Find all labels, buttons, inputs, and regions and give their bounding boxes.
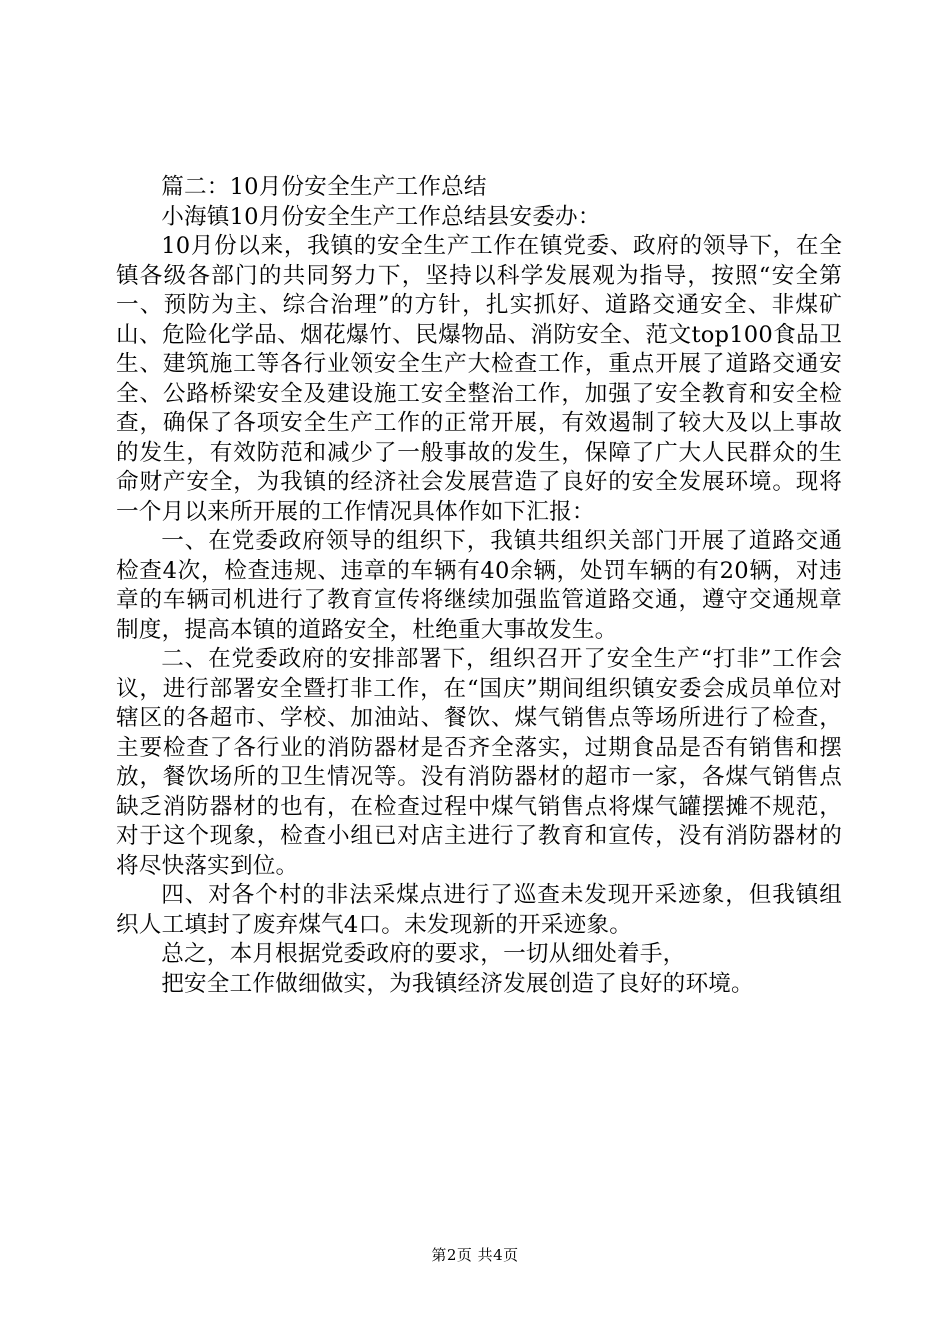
closing-paragraph: 把安全工作做细做实，为我镇经济发展创造了良好的环境。 <box>161 970 754 997</box>
intro-paragraph: 10月份以来，我镇的安全生产工作在镇党委、政府的领导下，在全镇各级各部门的共同努力下，坚持以科学发展观为指导，按照“安全第一、预防为主、综合治理”的方针，扎实抓好、道路交通安全、非煤矿山、危险化学品、烟花爆竹、民爆物品、消防安全、范文top100食品卫生、建筑施工等各行业领安全生产大检查工作，重点开展了道路交通安全、公路桥梁安全及建设施工安全整治工作，加强了安全教育和安全检查，确保了各项安全生产工作的正常开展，有效遏制了较大及以上事故的发生，有效防范和减少了一般事故的发生，保障了广大人民群众的生命财产安全，为我镇的经济社会发展营造了良好的安全发展环境。现将一个月以来所开展的工作情况具体作如下汇报： <box>116 233 842 525</box>
item-four-paragraph: 四、对各个村的非法采煤点进行了巡查未发现开采迹象，但我镇组织人工填封了废弃煤气4口。未发现新的开采迹象。 <box>116 882 842 938</box>
report-title-line: 小海镇10月份安全生产工作总结县安委办： <box>161 203 601 230</box>
summary-paragraph: 总之，本月根据党委政府的要求，一切从细处着手， <box>161 941 686 967</box>
page-number-footer: 第2页 共4页 <box>431 1246 519 1264</box>
document-body <box>116 173 842 999</box>
section-heading: 篇二：10月份安全生产工作总结 <box>161 174 487 200</box>
item-two-paragraph: 二、在党委政府的安排部署下，组织召开了安全生产“打非”工作会议，进行部署安全暨打非工作，在“国庆”期间组织镇安委会成员单位对辖区的各超市、学校、加油站、餐饮、煤气销售点等场所进行了检查，主要检查了各行业的消防器材是否齐全落实，过期食品是否有销售和摆放，餐饮场所的卫生情况等。没有消防器材的超市一家，各煤气销售点缺乏消防器材的也有，在检查过程中煤气销售点将煤气罐摆摊不规范，对于这个现象，检查小组已对店主进行了教育和宣传，没有消防器材的将尽快落实到位。 <box>116 646 842 879</box>
item-one-paragraph: 一、在党委政府领导的组织下，我镇共组织关部门开展了道路交通检查4次，检查违规、违章的车辆有40余辆，处罚车辆的有20辆，对违章的车辆司机进行了教育宣传将继续加强监管道路交通，遵守交通规章制度，提高本镇的道路安全，杜绝重大事故发生。 <box>116 528 842 643</box>
